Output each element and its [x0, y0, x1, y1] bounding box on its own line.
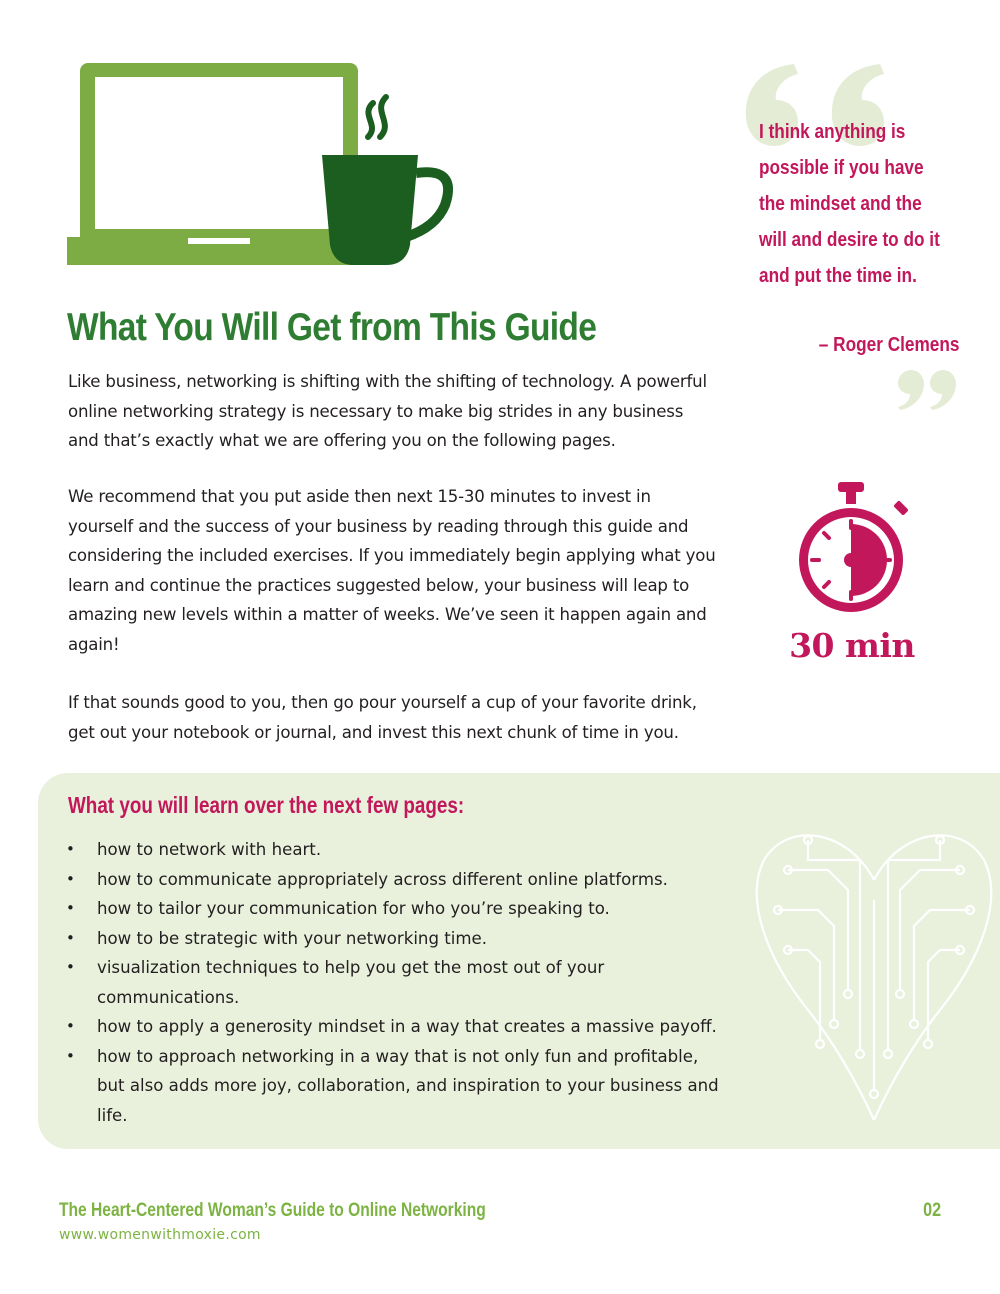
page-number: 02 [923, 1200, 941, 1221]
learn-heading: What you will learn over the next few pages: [68, 792, 465, 818]
quote-text: I think anything is possible if you have the mindset and the will and desire to do it and put the time in. [759, 120, 940, 287]
intro-paragraph: Like business, networking is shifting with the shifting of technology. A powerful online networking strategy is necessary to make big strides in any business and that’s exactly what we are offering you on the following pages. [68, 372, 707, 450]
closing-paragraph: If that sounds good to you, then go pour yourself a cup of your favorite drink, get out your notebook or journal, and invest this next chunk of time in you. [68, 693, 697, 742]
list-item: • how to network with heart. [66, 835, 726, 865]
stopwatch-icon [786, 482, 918, 612]
list-item: • how to approach networking in a way that is not only fun and profitable, but also adds more joy, collaboration, and inspiration to your business and life. [66, 1042, 726, 1131]
footer-url[interactable]: www.womenwithmoxie.com [59, 1227, 261, 1243]
quote-author: – Roger Clemens [818, 333, 959, 356]
recommendation-paragraph: We recommend that you put aside then next 15-30 minutes to invest in yourself and the success of your business by reading through this guide and considering the included exercises. If you immediately begin applying what you learn and continue the practices suggested below, your business will leap to amazing new levels within a matter of weeks. We’ve seen it happen again and again! [68, 487, 716, 654]
circuit-heart-icon [748, 790, 1000, 1138]
list-item: • visualization techniques to help you get the most out of your communications. [66, 953, 726, 1012]
footer-title: The Heart-Centered Woman’s Guide to Online Networking [59, 1200, 486, 1221]
laptop-coffee-illustration [60, 55, 480, 285]
list-item: • how to tailor your communication for who you’re speaking to. [66, 894, 726, 924]
list-item: • how to be strategic with your networking time. [66, 924, 726, 954]
list-item: • how to apply a generosity mindset in a way that creates a massive payoff. [66, 1012, 726, 1042]
page-title: What You Will Get from This Guide [67, 306, 597, 349]
list-item: • how to communicate appropriately across different online platforms. [66, 865, 726, 895]
learn-list [66, 835, 726, 1130]
close-quote-icon [896, 370, 962, 412]
timer-label: 30 min [789, 626, 915, 665]
